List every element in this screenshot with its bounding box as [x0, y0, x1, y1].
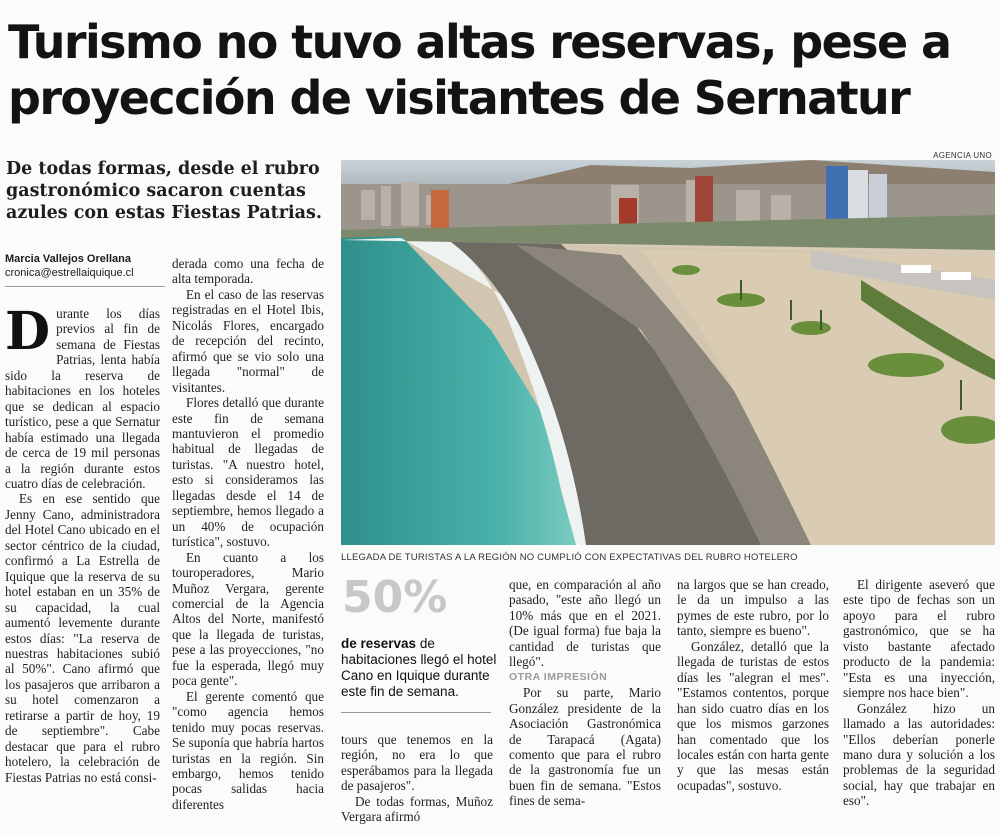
article-column-5 [677, 577, 829, 793]
article-column-4 [509, 577, 661, 809]
paragraph: derada como una fecha de alta temporada. [172, 256, 324, 287]
paragraph: González, detalló que la llegada de turistas de estos días les "alegran el mes". "Estamos contentos, porque han sido cuatro días en los que los mismos garzones han comentado que los locales están con harta gente y que las mesas están ocupadas", sostuvo. [677, 638, 829, 793]
paragraph: tours que tenemos en la región, no era lo que esperábamos para la llegada de pasajeros". [341, 732, 493, 794]
paragraph: El dirigente aseveró que este tipo de fechas son un apoyo para el rubro gastronómico, que se ha visto bastante afectado producto de la pandemia: "Esta es una inyección, siempre nos hace bien". [843, 577, 995, 701]
byline-divider [5, 286, 165, 287]
author-email[interactable]: cronica@estrellaiquique.cl [5, 267, 134, 279]
callout-body: de habitaciones llegó el hotel Cano en Iquique durante este fin de semana. [341, 636, 497, 699]
callout-bold: de reservas [341, 636, 417, 651]
article-column-1 [5, 301, 160, 785]
beach-aerial-image [341, 160, 995, 545]
paragraph: na largos que se han creado, le da un impulso a las pymes de este rubro, por lo tanto, siempre es bueno". [677, 577, 829, 639]
paragraph: En cuanto a los touroperadores, Mario Muñoz Vergara, gerente comercial de la Agencia Altos del Norte, manifestó que la llegada de turistas, pese a las proyecciones, "no fue la esperada, llegó muy poca gente". [172, 549, 324, 689]
paragraph: que, en comparación al año pasado, "este año llegó un 10% más que en el 2021. (De igual forma) fue baja la cantidad de turistas que llegó". [509, 577, 661, 670]
paragraph: Flores detalló que durante este fin de semana mantuvieron el promedio habitual de llegadas de turistas. "A nuestro hotel, esto si consideramos las llegadas desde el 14 de septiembre, hemos llegado a un 40% de ocupación turística", sostuvo. [172, 395, 324, 550]
subhead: OTRA IMPRESIÓN [509, 670, 608, 683]
paragraph: El gerente comentó que "como agencia hemos tenido muy pocas reservas. Se suponía que habría hartos turistas en la región. Sin embargo, hemos tenido pocas salidas hacia diferentes [172, 688, 324, 812]
paragraph: Es en ese sentido que Jenny Cano, administradora del Hotel Cano ubicado en el sector céntrico de la ciudad, confirmó a La Estrella de Iquique que la reserva de su hotel estaban en un 35% de su capacidad, la cual aumentó levemente durante estos días: "La reserva de nuestras habitaciones subió al 50%". Cano afirmó que los pasajeros que arribaron a su hotel comenzaron a retirarse a partir de hoy, 19 de septiembre". Cabe destacar que para el rubro hotelero, la celebración de Fiestas Patrias no está consi- [5, 491, 160, 785]
article-column-6 [843, 577, 995, 809]
callout-number: 50% [342, 572, 448, 623]
callout-text [341, 636, 501, 700]
article-column-2 [172, 256, 324, 812]
article-column-3 [341, 732, 493, 825]
beach-photo [341, 160, 995, 545]
photo-caption: LLEGADA DE TURISTAS A LA REGIÓN NO CUMPLIÓ CON EXPECTATIVAS DEL RUBRO HOTELERO [341, 552, 798, 563]
deck-subtitle: De todas formas, desde el rubro gastronómico sacaron cuentas azules con estas Fiestas Patrias. [6, 159, 322, 223]
headline: Turismo no tuvo altas reservas, pese a proyección de visitantes de Sernatur [8, 15, 951, 125]
paragraph: Durante los días previos al fin de semana de Fiestas Patrias, lenta había sido la reserva de habitaciones en los hoteles que se dedican al espacio turístico, pese a que Sernatur había estimado una llegada de cerca de 19 mil personas a la región durante estos cuatro días de celebración. [5, 301, 160, 491]
byline [5, 252, 134, 280]
paragraph: En el caso de las reservas registradas en el Hotel Ibis, Nicolás Flores, encargado de recepción del recinto, afirmó que se vio solo una llegada "normal" de visitantes. [172, 286, 324, 395]
callout-divider [341, 712, 491, 713]
paragraph: González hizo un llamado a las autoridades: "Ellos deberían ponerle mano dura y solución a los problemas de la seguridad social, hay que trabajar en eso". [843, 700, 995, 809]
paragraph: Por su parte, Mario González presidente de la Asociación Gastronómica de Tarapacá (Agata) comento que para el rubro de la gastronomía fue un buen fin de semana. "Estos fines de sema- [509, 685, 661, 809]
author-name: Marcia Vallejos Orellana [5, 253, 131, 265]
photo-credit: AGENCIA UNO [933, 151, 992, 160]
paragraph: De todas formas, Muñoz Vergara afirmó [341, 793, 493, 825]
drop-cap: D [5, 301, 51, 362]
